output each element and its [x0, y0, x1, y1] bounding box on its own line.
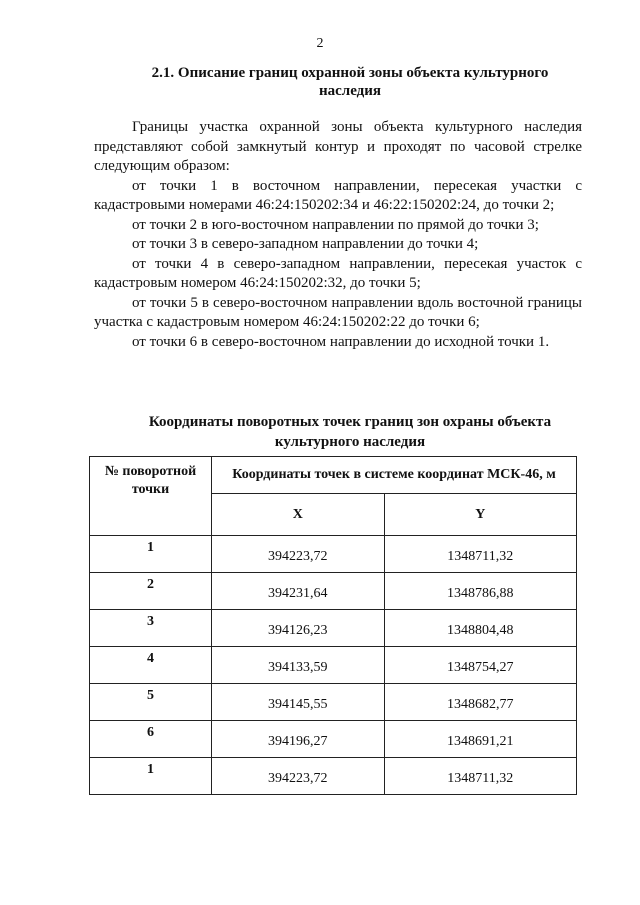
- table-row: [90, 647, 577, 684]
- point-number-cell: 1: [90, 536, 212, 573]
- paragraph-4: от точки 4 в северо-западном направлении, пересекая участок с кадастровым номером 46:24:150202:32, до точки 5;: [94, 255, 582, 291]
- y-cell: 1348682,77: [384, 684, 577, 721]
- x-cell: 394223,72: [212, 536, 385, 573]
- section-heading-line1: 2.1. Описание границ охранной зоны объекта культурного: [151, 65, 549, 81]
- table-row: [90, 684, 577, 721]
- paragraph-2: от точки 2 в юго-восточном направлении по прямой до точки 3;: [132, 216, 539, 233]
- body-text: [94, 118, 582, 352]
- table-row: [90, 536, 577, 573]
- y-cell: 1348711,32: [384, 758, 577, 795]
- paragraph-5: от точки 5 в северо-восточном направлении вдоль восточной границы участка с кадастровым номером 46:24:150202:22 до точки 6;: [94, 294, 582, 330]
- point-number-cell: 2: [90, 573, 212, 610]
- section-heading: [120, 64, 580, 100]
- coordinates-table: [89, 456, 577, 795]
- y-cell: 1348711,32: [384, 536, 577, 573]
- intro-paragraph: Границы участка охранной зоны объекта культурного наследия представляют собой замкнутый контур и проходят по часовой стрелке следующим образом:: [94, 119, 582, 174]
- x-cell: 394223,72: [212, 758, 385, 795]
- table-title-line2: культурного наследия: [274, 434, 426, 450]
- table-row: [90, 721, 577, 758]
- x-cell: 394231,64: [212, 573, 385, 610]
- table-row: [90, 610, 577, 647]
- table-row: [90, 758, 577, 795]
- x-cell: 394126,23: [212, 610, 385, 647]
- page-number: 2: [316, 36, 324, 51]
- header-point-number-line1: № поворотной: [104, 464, 197, 479]
- header-coordinates: Координаты точек в системе координат МСК-46, м: [212, 457, 577, 494]
- header-point-number: [90, 457, 212, 536]
- point-number-cell: 3: [90, 610, 212, 647]
- point-number-cell: 5: [90, 684, 212, 721]
- table-title: [120, 412, 580, 452]
- x-cell: 394145,55: [212, 684, 385, 721]
- point-number-cell: 1: [90, 758, 212, 795]
- header-point-number-line2: точки: [131, 482, 170, 497]
- section-heading-line2: наследия: [318, 83, 382, 99]
- point-number-cell: 4: [90, 647, 212, 684]
- header-x: X: [212, 494, 385, 536]
- x-cell: 394196,27: [212, 721, 385, 758]
- y-cell: 1348691,21: [384, 721, 577, 758]
- header-y: Y: [384, 494, 577, 536]
- table-row: [90, 573, 577, 610]
- paragraph-1: от точки 1 в восточном направлении, пересекая участки с кадастровыми номерами 46:24:150202:34 и 46:22:150202:24, до точки 2;: [94, 177, 582, 213]
- y-cell: 1348754,27: [384, 647, 577, 684]
- x-cell: 394133,59: [212, 647, 385, 684]
- paragraph-6: от точки 6 в северо-восточном направлении до исходной точки 1.: [132, 333, 550, 350]
- point-number-cell: 6: [90, 721, 212, 758]
- y-cell: 1348804,48: [384, 610, 577, 647]
- y-cell: 1348786,88: [384, 573, 577, 610]
- paragraph-3: от точки 3 в северо-западном направлении до точки 4;: [132, 236, 479, 252]
- table-title-line1: Координаты поворотных точек границ зон охраны объекта: [148, 414, 552, 430]
